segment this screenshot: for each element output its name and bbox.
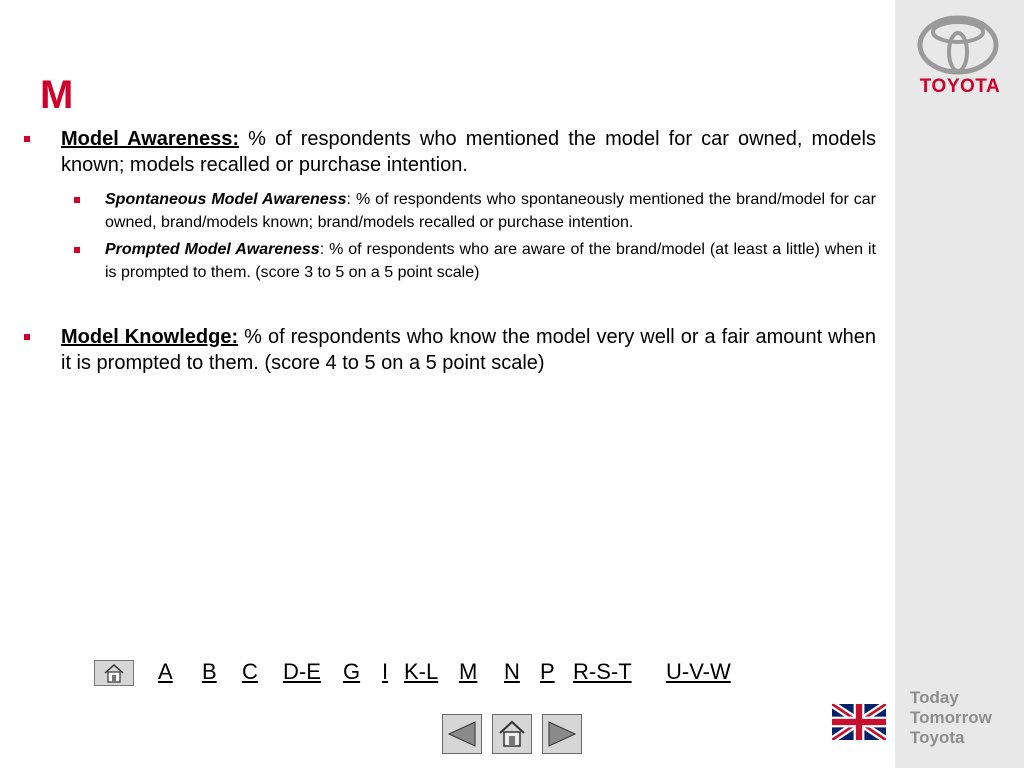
definition-term: Model Knowledge:: [61, 326, 239, 348]
brand-sidebar: [895, 0, 1024, 768]
next-page-button[interactable]: [542, 714, 582, 754]
nav-link-b[interactable]: B: [202, 659, 217, 684]
brand-wordmark: TOYOTA: [919, 76, 1001, 97]
nav-link-g[interactable]: G: [343, 659, 361, 684]
definition-item: [22, 126, 876, 178]
nav-link-p[interactable]: P: [540, 659, 555, 684]
nav-link-n[interactable]: N: [504, 659, 520, 684]
bullet-icon: [74, 247, 80, 253]
nav-link-a[interactable]: A: [158, 659, 173, 684]
definition-term: Spontaneous Model Awareness: [105, 191, 347, 208]
definition-term: Model Awareness:: [61, 128, 240, 150]
home-page-button[interactable]: [492, 714, 532, 754]
nav-link-i[interactable]: I: [382, 659, 389, 684]
triangle-left-icon: [446, 719, 478, 749]
toyota-emblem-icon: [917, 15, 999, 75]
definition-text: : % of respondents who spontaneously mentioned the brand/model for car owned, brand/models known; brand/models recalled or purchase intention.: [105, 191, 877, 231]
definition-term: Prompted Model Awareness: [105, 241, 320, 258]
bullet-icon: [24, 334, 30, 340]
home-icon: [497, 719, 527, 749]
definition-item: [22, 324, 876, 376]
definition-text: % of respondents who know the model very well or a fair amount when it is prompted to them. (score 4 to 5 on a 5 point scale): [61, 326, 876, 374]
definition-text: % of respondents who mentioned the model for car owned, models known; models recalled or purchase intention.: [61, 128, 876, 176]
uk-flag-icon[interactable]: [832, 704, 886, 740]
tagline-line: Toyota: [910, 728, 965, 747]
sub-definition-item: [67, 188, 876, 234]
glossary-content: [22, 126, 876, 376]
home-button[interactable]: [94, 660, 134, 686]
tagline-line: Today: [910, 688, 959, 707]
nav-link-d-e[interactable]: D-E: [283, 659, 321, 684]
brand-tagline: [910, 688, 1020, 748]
nav-link-m[interactable]: M: [459, 659, 478, 684]
nav-link-k-l[interactable]: K-L: [404, 659, 439, 684]
definition-text: : % of respondents who are aware of the brand/model (at least a little) when it is prompted to them. (score 3 to 5 on a 5 point scale): [105, 241, 876, 281]
nav-link-r-s-t[interactable]: R-S-T: [573, 659, 632, 684]
home-icon: [103, 663, 125, 683]
tagline-line: Tomorrow: [910, 708, 992, 727]
nav-link-c[interactable]: C: [242, 659, 258, 684]
previous-page-button[interactable]: [442, 714, 482, 754]
bullet-icon: [24, 136, 30, 142]
triangle-right-icon: [546, 719, 578, 749]
bullet-icon: [74, 197, 80, 203]
sub-definition-item: [67, 238, 876, 284]
page-title: M: [40, 73, 74, 117]
nav-link-u-v-w[interactable]: U-V-W: [666, 659, 731, 684]
